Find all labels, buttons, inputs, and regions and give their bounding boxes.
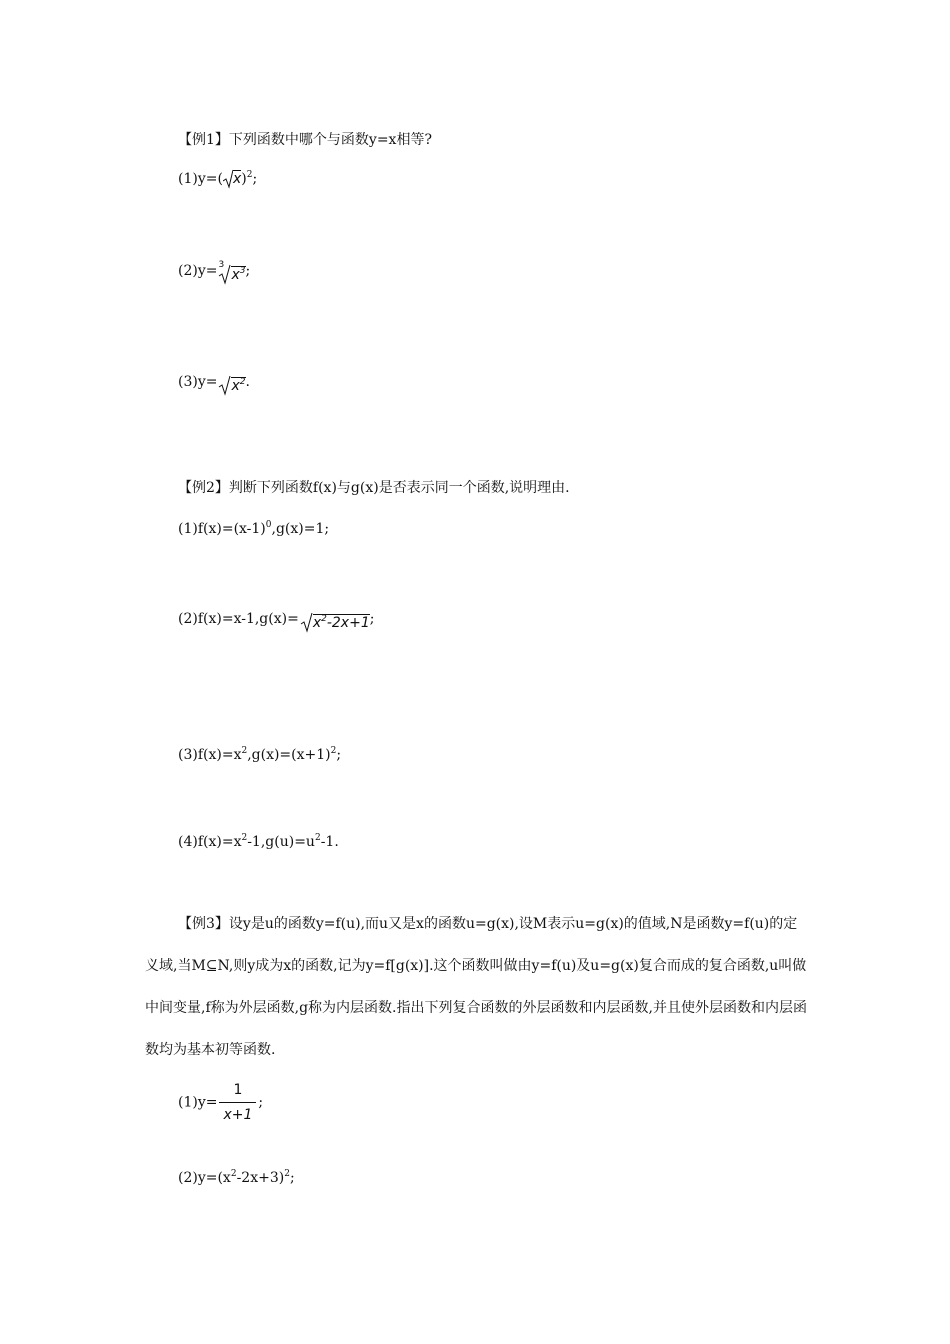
ex1-i2-end: ;: [245, 263, 251, 279]
ex1-i2-pre: (2)y=: [178, 263, 218, 279]
example-1-item-2: [178, 257, 250, 285]
ex3-i1-end: ;: [258, 1094, 264, 1111]
example-1-item-1: [178, 165, 257, 189]
ex3-i1-pre: (1)y=: [178, 1094, 218, 1111]
ex1-i1-radicand: x: [232, 171, 242, 187]
example-3-text: 【例3】设y是u的函数y=f(u),而u又是x的函数u=g(x),设M表示u=g(x)的值域,N是函数y=f(u)的定义域,当M⊆N,则y成为x的函数,记为y=f[g(x)].这个函数叫做由y=f(u)及u=g(x)复合而成的复合函数,u叫做中间变量,f称为外层函数,g称为内层函数.指出下列复合函数的外层函数和内层函数,并且使外层函数和内层函数均为基本初等函数.: [145, 916, 807, 1058]
ex2-i4-exp2: 2: [314, 833, 321, 843]
ex1-i3-radicand: x: [231, 378, 240, 394]
ex2-i1-end: ,g(x)=1;: [271, 521, 330, 537]
ex3-i2-pre: (2)y=(x: [178, 1170, 231, 1186]
ex1-i2-radicand-wrap: [231, 266, 245, 283]
ex1-i1-post: ): [241, 171, 247, 187]
ex2-i2-end: ;: [369, 611, 375, 627]
radical: [223, 169, 233, 189]
radical: [299, 605, 313, 633]
ex1-i3-pre: (3)y=: [178, 374, 218, 390]
example-3-item-1: [178, 1078, 263, 1127]
ex3-i2-exp1: 2: [230, 1169, 237, 1179]
fraction-denominator: x+1: [223, 1107, 253, 1123]
ex2-i3-mid: ,g(x)=(x+1): [247, 747, 331, 763]
ex3-i2-exp2: 2: [284, 1169, 290, 1179]
radical: [217, 257, 231, 285]
ex2-i4-exp1: 2: [241, 833, 248, 843]
example-2-item-2: [178, 605, 374, 633]
ex3-i2-mid: -2x+3): [236, 1170, 285, 1186]
ex2-i4-mid: -1,g(u)=u: [247, 834, 315, 850]
ex3-i2-end: ;: [289, 1170, 295, 1186]
ex2-i2-radicand-b: -2x+1: [326, 615, 370, 631]
example-2-title-text: 【例2】判断下列函数f(x)与g(x)是否表示同一个函数,说明理由.: [178, 480, 570, 496]
example-2-item-1: [178, 515, 329, 539]
ex2-i1-exp: 0: [265, 520, 272, 530]
radical: [217, 368, 231, 396]
ex1-i1-pre: (1)y=(: [178, 171, 223, 187]
ex2-i4-pre: (4)f(x)=x: [178, 834, 242, 850]
example-1-item-3: [178, 368, 250, 396]
fraction: [219, 1078, 256, 1127]
ex2-i4-end: -1.: [320, 834, 339, 850]
example-2-title: [178, 478, 570, 498]
example-2-item-4: [178, 828, 339, 852]
ex1-i3-end: .: [245, 374, 250, 390]
ex2-i2-pre: (2)f(x)=x-1,g(x)=: [178, 611, 299, 627]
example-1-title-text: 【例1】下列函数中哪个与函数y=x相等?: [178, 132, 432, 148]
example-3-item-2: [178, 1164, 295, 1188]
ex1-i1-exp: 2: [246, 170, 253, 180]
ex1-i1-end: ;: [252, 171, 258, 187]
ex2-i3-pre: (3)f(x)=x: [178, 747, 242, 763]
ex2-i2-radicand-wrap: [313, 614, 370, 631]
ex2-i3-exp1: 2: [241, 746, 248, 756]
ex1-i3-rexp: 2: [239, 377, 246, 387]
ex1-i3-radicand-wrap: [231, 377, 245, 394]
root-index: 3: [218, 260, 225, 270]
ex2-i2-radicand-a: x: [312, 615, 322, 631]
ex1-i2-radicand: x: [231, 267, 240, 283]
ex2-i2-rexp: 2: [321, 614, 327, 624]
ex2-i1-pre: (1)f(x)=(x-1): [178, 521, 266, 537]
ex1-i2-rexp: 3: [239, 266, 246, 276]
ex2-i3-end: ;: [336, 747, 342, 763]
fraction-numerator: 1: [219, 1078, 256, 1103]
ex2-i3-exp2: 2: [330, 746, 337, 756]
example-2-item-3: [178, 741, 341, 765]
example-3-paragraph: [145, 903, 810, 1071]
example-1-title: [178, 130, 432, 150]
